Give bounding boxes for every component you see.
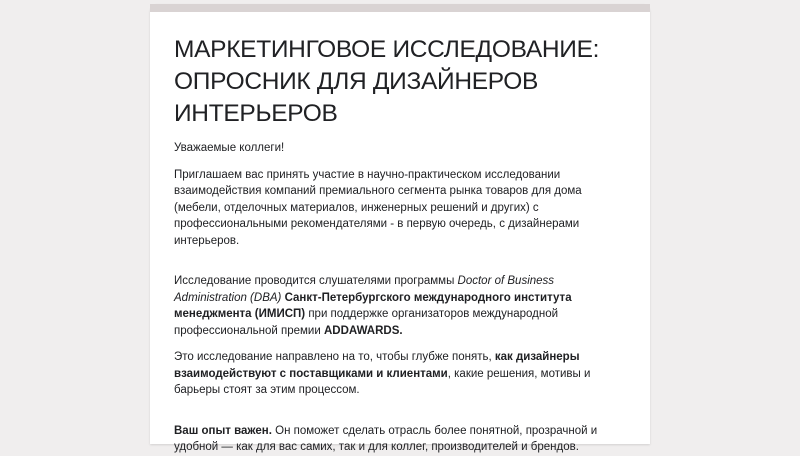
form-content <box>150 12 650 456</box>
form-header-accent <box>150 4 650 12</box>
purpose-text-part1: Это исследование направлено на то, чтобы глубже понять, <box>174 351 495 363</box>
form-card <box>150 4 650 453</box>
program-name: Doctor of Business Administration (DBA) <box>174 275 555 304</box>
purpose-highlight: как дизайнеры взаимодействуют с поставщиками и клиентами <box>174 351 580 380</box>
experience-highlight: Ваш опыт важен. <box>174 424 272 437</box>
experience-text <box>174 423 624 456</box>
invitation-text: Приглашаем вас принять участие в научно-практическом исследовании взаимодействия компаний премиального сегмента рынка товаров для дома (мебели, отделочных материалов, инженерных решений и других) с профессиональными рекомендателями - в первую очередь, с дизайнерами интерьеров. <box>174 168 582 247</box>
form-title: МАРКЕТИНГОВОЕ ИССЛЕДОВАНИЕ: ОПРОСНИК ДЛЯ ДИЗАЙНЕРОВ ИНТЕРЬЕРОВ <box>174 36 600 127</box>
study-text <box>174 273 624 339</box>
study-text-part1: Исследование проводится слушателями программы <box>174 275 458 287</box>
purpose-text-part2: , какие решения, мотивы и барьеры стоят за этим процессом. <box>174 367 591 396</box>
form-description <box>174 140 624 456</box>
award-name: ADDAWARDS. <box>323 324 403 337</box>
institute-name: Санкт-Петербургского международного института менеджмента (ИМИСП) <box>174 291 572 320</box>
study-text-part3: при поддержке организаторов международной профессиональной премии <box>174 308 559 337</box>
experience-text-body: Он поможет сделать отрасль более понятной, прозрачной и удобной — как для вас самих, так и для коллег, производителей и брендов. <box>174 424 598 453</box>
purpose-text <box>174 349 624 399</box>
greeting-text: Уважаемые коллеги! <box>174 142 285 154</box>
